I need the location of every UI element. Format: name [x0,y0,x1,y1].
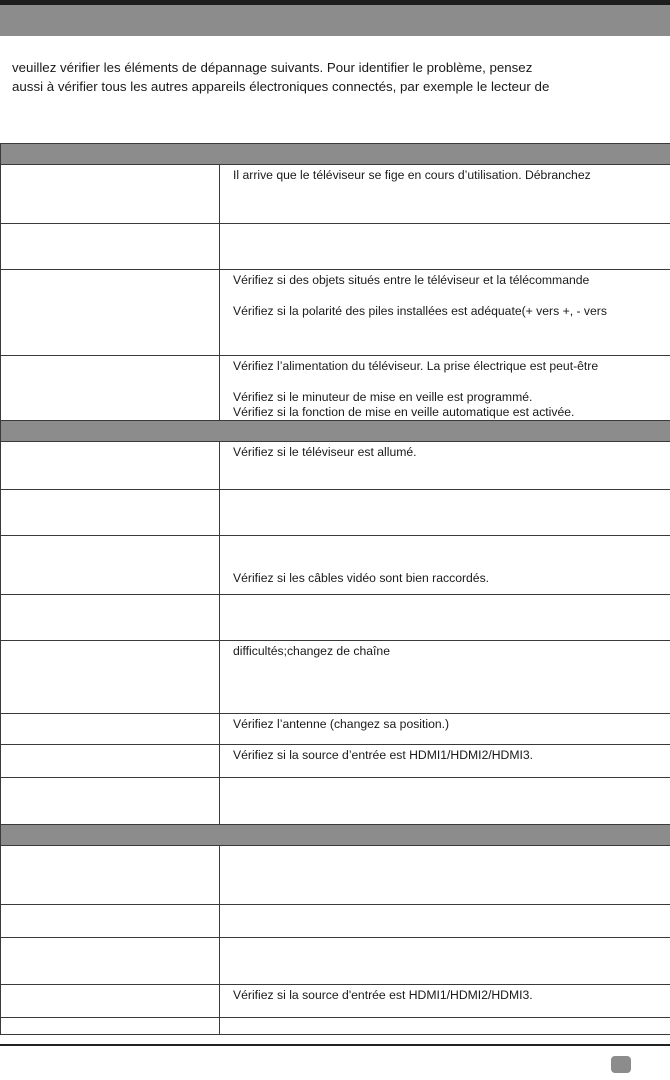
solution-cell [220,442,670,490]
solution-line: Vérifiez l’antenne (changez sa position.) [233,717,450,731]
solution-cell [220,595,670,641]
table-row [1,1018,670,1035]
solution-cell [220,165,670,224]
table-row [1,595,670,641]
footer-rule [0,1044,670,1046]
solution-line: Vérifiez si des objets situés entre le téléviseur et la télécommande [233,273,590,287]
problem-cell [1,714,220,745]
table-row [1,356,670,421]
solution-line: Vérifiez si le minuteur de mise en veille est programmé. [233,390,533,404]
solution-line: Il arrive que le téléviseur se fige en cours d’utilisation. Débranchez [233,168,591,182]
page-number-badge [611,1056,631,1073]
solution-cell [220,905,670,938]
problem-cell [1,165,220,224]
table-row [1,641,670,714]
section-header [1,421,670,442]
solution-line: Vérifiez si le téléviseur est allumé. [233,445,417,459]
table-row [1,985,670,1018]
table-row [1,270,670,356]
problem-cell [1,938,220,985]
problem-cell [1,985,220,1018]
problem-cell [1,846,220,905]
solution-cell [220,536,670,595]
solution-cell [220,224,670,270]
problem-cell [1,641,220,714]
table-row [1,714,670,745]
problem-cell [1,778,220,825]
problem-cell [1,490,220,536]
intro-paragraph [12,58,668,96]
intro-line: veuillez vérifier les éléments de dépannage suivants. Pour identifier le problème, pensez [12,60,533,75]
problem-cell [1,270,220,356]
problem-cell [1,745,220,778]
section-header [1,144,670,165]
solution-cell [220,1018,670,1035]
table-row [1,745,670,778]
solution-line: Vérifiez si la polarité des piles installées est adéquate(+ vers +, - vers [233,304,607,318]
problem-cell [1,595,220,641]
solution-cell [220,641,670,714]
table-row [1,778,670,825]
troubleshooting-table [0,143,670,1035]
solution-cell [220,714,670,745]
solution-line: Vérifiez l’alimentation du téléviseur. La prise électrique est peut-être [233,359,599,373]
solution-cell [220,985,670,1018]
solution-line: difficultés;changez de chaîne [233,644,390,658]
solution-line: Vérifiez si les câbles vidéo sont bien raccordés. [233,571,490,585]
problem-cell [1,442,220,490]
problem-cell [1,905,220,938]
table-row [1,442,670,490]
table-row [1,165,670,224]
table-row [1,846,670,905]
solution-cell [220,846,670,905]
section-header [1,825,670,846]
solution-cell [220,745,670,778]
solution-cell [220,490,670,536]
solution-cell [220,356,670,421]
problem-cell [1,536,220,595]
table-row [1,490,670,536]
solution-line: Vérifiez si la source d'entrée est HDMI1/HDMI2/HDMI3. [233,988,533,1002]
solution-cell [220,938,670,985]
intro-line: aussi à vérifier tous les autres appareils électroniques connectés, par exemple le lecteur de [12,79,550,94]
solution-cell [220,778,670,825]
table-row [1,536,670,595]
problem-cell [1,224,220,270]
solution-line: Vérifiez si la source d’entrée est HDMI1/HDMI2/HDMI3. [233,748,534,762]
solution-cell [220,270,670,356]
problem-cell [1,356,220,421]
table-row [1,905,670,938]
solution-line: Vérifiez si la fonction de mise en veille automatique est activée. [233,405,575,419]
header-bar [0,0,670,36]
table-row [1,224,670,270]
table-row [1,938,670,985]
problem-cell [1,1018,220,1035]
